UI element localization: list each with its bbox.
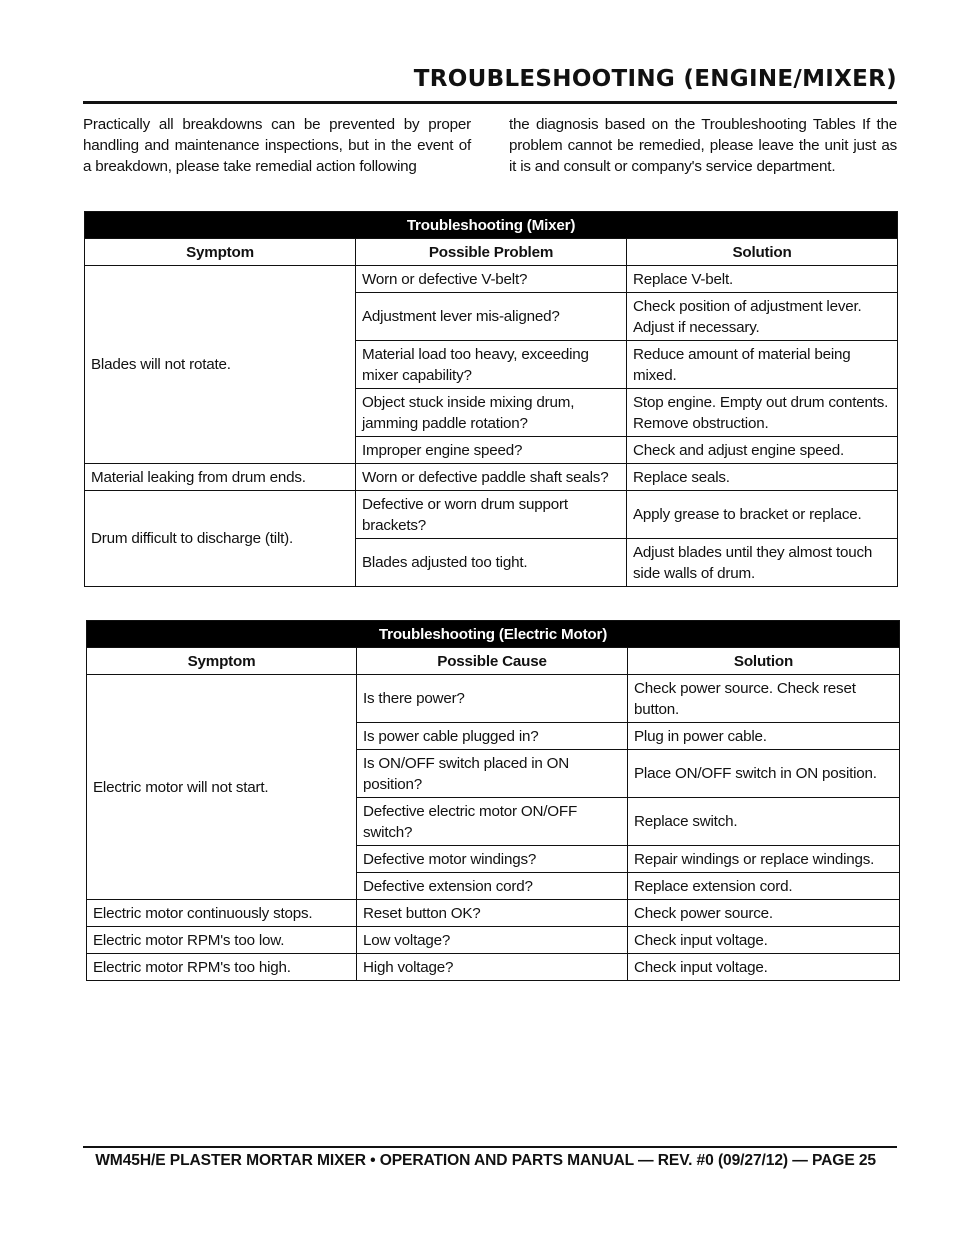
symptom-cell: Material leaking from drum ends. [85, 464, 356, 491]
problem-cell: Material load too heavy, exceeding mixer capability? [356, 341, 627, 389]
symptom-cell: Blades will not rotate. [85, 266, 356, 464]
intro-paragraph-left: Practically all breakdowns can be prevented by proper handling and maintenance inspections, but in the event of a breakdown, please take remedial action following [83, 116, 471, 175]
solution-cell: Check input voltage. [628, 927, 900, 954]
table-row [87, 900, 900, 927]
footer-rule [83, 1146, 897, 1148]
symptom-cell: Electric motor continuously stops. [87, 900, 357, 927]
solution-cell: Replace extension cord. [628, 873, 900, 900]
cause-cell: Is power cable plugged in? [357, 723, 628, 750]
table-row [85, 491, 898, 539]
problem-cell: Blades adjusted too tight. [356, 539, 627, 587]
column-header-symptom: Symptom [85, 239, 356, 266]
table-caption: Troubleshooting (Electric Motor) [87, 621, 900, 648]
cause-cell: Low voltage? [357, 927, 628, 954]
table-row [87, 954, 900, 981]
symptom-cell: Electric motor RPM's too low. [87, 927, 357, 954]
symptom-cell: Electric motor RPM's too high. [87, 954, 357, 981]
symptom-cell: Drum difficult to discharge (tilt). [85, 491, 356, 587]
symptom-cell: Electric motor will not start. [87, 675, 357, 900]
intro-paragraph-right: the diagnosis based on the Troubleshooting Tables If the problem cannot be remedied, please leave the unit just as it is and consult or company's service department. [509, 116, 897, 175]
table-row [87, 675, 900, 723]
solution-cell: Adjust blades until they almost touch side walls of drum. [627, 539, 898, 587]
mixer-troubleshooting-table [84, 211, 898, 587]
problem-cell: Worn or defective V-belt? [356, 266, 627, 293]
column-header-possible-problem: Possible Problem [356, 239, 627, 266]
solution-cell: Apply grease to bracket or replace. [627, 491, 898, 539]
page-footer: WM45H/E PLASTER MORTAR MIXER • OPERATION AND PARTS MANUAL — REV. #0 (09/27/12) — PAGE 25 [95, 1152, 876, 1169]
cause-cell: Defective motor windings? [357, 846, 628, 873]
cause-cell: High voltage? [357, 954, 628, 981]
table-caption: Troubleshooting (Mixer) [85, 212, 898, 239]
solution-cell: Plug in power cable. [628, 723, 900, 750]
table-row [87, 927, 900, 954]
solution-cell: Check power source. [628, 900, 900, 927]
table-row [85, 464, 898, 491]
solution-cell: Reduce amount of material being mixed. [627, 341, 898, 389]
problem-cell: Object stuck inside mixing drum, jamming paddle rotation? [356, 389, 627, 437]
solution-cell: Replace seals. [627, 464, 898, 491]
cause-cell: Is ON/OFF switch placed in ON position? [357, 750, 628, 798]
solution-cell: Check power source. Check reset button. [628, 675, 900, 723]
solution-cell: Stop engine. Empty out drum contents. Remove obstruction. [627, 389, 898, 437]
cause-cell: Defective extension cord? [357, 873, 628, 900]
solution-cell: Replace V-belt. [627, 266, 898, 293]
electric-motor-troubleshooting-table [86, 620, 900, 981]
column-header-possible-cause: Possible Cause [357, 648, 628, 675]
solution-cell: Check and adjust engine speed. [627, 437, 898, 464]
cause-cell: Defective electric motor ON/OFF switch? [357, 798, 628, 846]
cause-cell: Is there power? [357, 675, 628, 723]
title-underline [83, 101, 897, 104]
solution-cell: Check input voltage. [628, 954, 900, 981]
table-row [85, 266, 898, 293]
solution-cell: Replace switch. [628, 798, 900, 846]
column-header-solution: Solution [627, 239, 898, 266]
cause-cell: Reset button OK? [357, 900, 628, 927]
problem-cell: Improper engine speed? [356, 437, 627, 464]
column-header-solution: Solution [628, 648, 900, 675]
problem-cell: Worn or defective paddle shaft seals? [356, 464, 627, 491]
solution-cell: Repair windings or replace windings. [628, 846, 900, 873]
solution-cell: Check position of adjustment lever. Adjust if necessary. [627, 293, 898, 341]
page-title: TROUBLESHOOTING (ENGINE/MIXER) [413, 66, 897, 92]
problem-cell: Defective or worn drum support brackets? [356, 491, 627, 539]
solution-cell: Place ON/OFF switch in ON position. [628, 750, 900, 798]
problem-cell: Adjustment lever mis-aligned? [356, 293, 627, 341]
column-header-symptom: Symptom [87, 648, 357, 675]
